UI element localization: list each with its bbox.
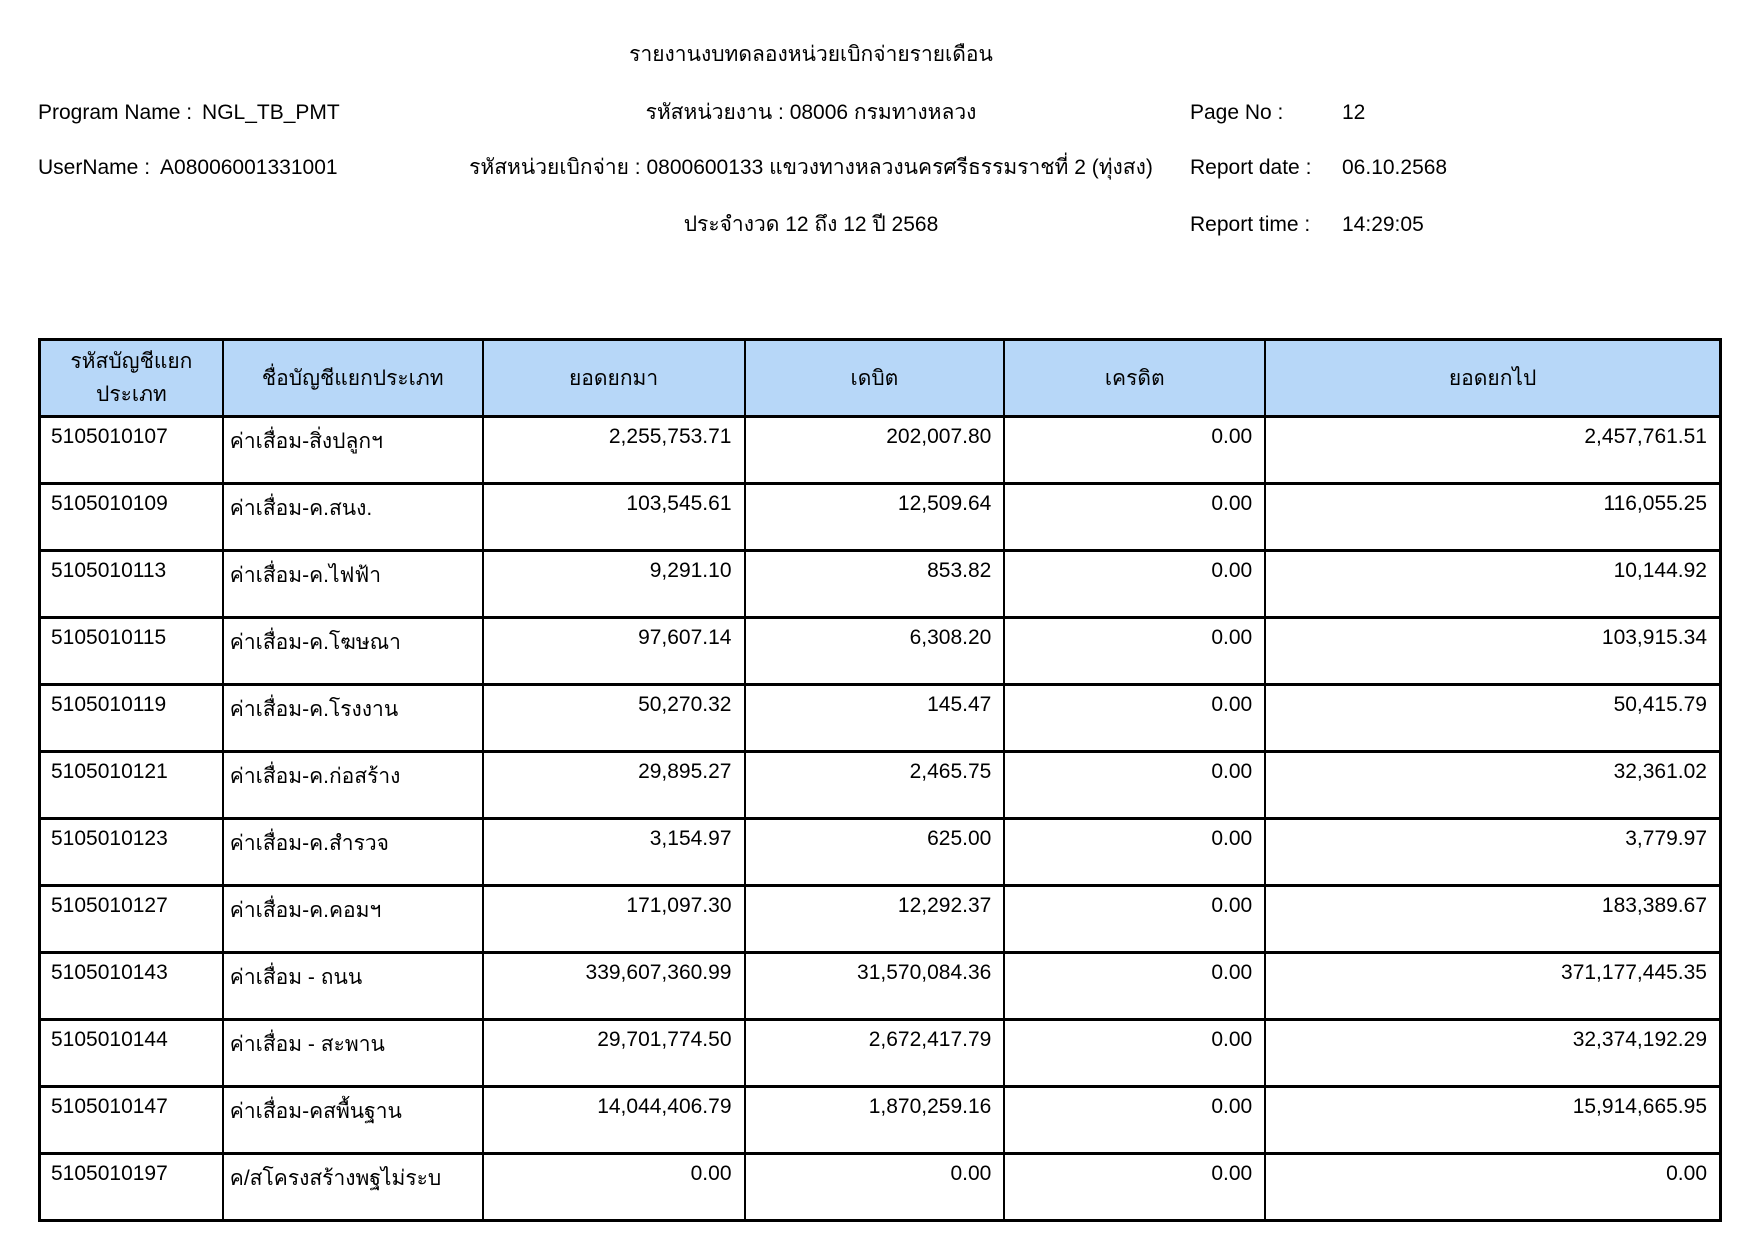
cell-account-code: 5105010119 — [40, 685, 223, 752]
column-header-credit: เครดิต — [1004, 340, 1265, 417]
cell-account-name: ค่าเสื่อม-ค.ก่อสร้าง — [223, 752, 483, 819]
cell-carry-forward-out: 3,779.97 — [1265, 819, 1720, 886]
cell-carry-forward-in: 29,701,774.50 — [483, 1020, 745, 1087]
cell-debit: 6,308.20 — [745, 618, 1005, 685]
cell-account-name: ค่าเสื่อม-ค.โฆษณา — [223, 618, 483, 685]
table-row — [40, 1020, 1721, 1087]
cell-account-name: ค่าเสื่อม-ค.สนง. — [223, 484, 483, 551]
program-name-value: NGL_TB_PMT — [202, 101, 340, 124]
table-row — [40, 1154, 1721, 1221]
table-row — [40, 685, 1721, 752]
cell-account-code: 5105010143 — [40, 953, 223, 1020]
cell-debit: 1,870,259.16 — [745, 1087, 1005, 1154]
table-row — [40, 953, 1721, 1020]
cell-carry-forward-out: 371,177,445.35 — [1265, 953, 1720, 1020]
cell-account-name: ค/สโครงสร้างพฐไม่ระบ — [223, 1154, 483, 1221]
cell-credit: 0.00 — [1004, 1020, 1265, 1087]
page-no-label: Page No : — [1190, 101, 1284, 124]
cell-account-code: 5105010109 — [40, 484, 223, 551]
cell-debit: 853.82 — [745, 551, 1005, 618]
cell-carry-forward-out: 50,415.79 — [1265, 685, 1720, 752]
cell-account-code: 5105010197 — [40, 1154, 223, 1221]
cell-credit: 0.00 — [1004, 886, 1265, 953]
cell-carry-forward-out: 116,055.25 — [1265, 484, 1720, 551]
cell-account-name: ค่าเสื่อม-ค.โรงงาน — [223, 685, 483, 752]
username-value: A08006001331001 — [160, 156, 338, 179]
cell-carry-forward-in: 14,044,406.79 — [483, 1087, 745, 1154]
column-header-account-code: รหัสบัญชีแยกประเภท — [40, 340, 223, 417]
cell-debit: 145.47 — [745, 685, 1005, 752]
table-row — [40, 417, 1721, 484]
cell-carry-forward-in: 171,097.30 — [483, 886, 745, 953]
cell-credit: 0.00 — [1004, 752, 1265, 819]
cell-carry-forward-out: 0.00 — [1265, 1154, 1720, 1221]
cell-carry-forward-in: 29,895.27 — [483, 752, 745, 819]
cell-debit: 625.00 — [745, 819, 1005, 886]
cell-account-code: 5105010113 — [40, 551, 223, 618]
cell-debit: 2,672,417.79 — [745, 1020, 1005, 1087]
period-line: ประจำงวด 12 ถึง 12 ปี 2568 — [683, 213, 939, 236]
cell-debit: 202,007.80 — [745, 417, 1005, 484]
column-header-debit: เดบิต — [745, 340, 1005, 417]
cell-account-name: ค่าเสื่อม-สิ่งปลูกฯ — [223, 417, 483, 484]
trial-balance-table — [38, 338, 1722, 1222]
table-row — [40, 618, 1721, 685]
table-row — [40, 886, 1721, 953]
column-header-carry-forward-in: ยอดยกมา — [483, 340, 745, 417]
cell-credit: 0.00 — [1004, 819, 1265, 886]
table-row — [40, 484, 1721, 551]
cell-account-name: ค่าเสื่อม - สะพาน — [223, 1020, 483, 1087]
cell-carry-forward-in: 2,255,753.71 — [483, 417, 745, 484]
program-name-label: Program Name : — [38, 101, 193, 124]
cell-carry-forward-out: 103,915.34 — [1265, 618, 1720, 685]
cell-account-name: ค่าเสื่อม-คสพื้นฐาน — [223, 1087, 483, 1154]
cell-credit: 0.00 — [1004, 1087, 1265, 1154]
cell-account-code: 5105010107 — [40, 417, 223, 484]
cell-debit: 12,509.64 — [745, 484, 1005, 551]
cell-debit: 12,292.37 — [745, 886, 1005, 953]
cell-carry-forward-in: 9,291.10 — [483, 551, 745, 618]
cell-credit: 0.00 — [1004, 484, 1265, 551]
cell-account-name: ค่าเสื่อม-ค.ไฟฟ้า — [223, 551, 483, 618]
cell-account-code: 5105010144 — [40, 1020, 223, 1087]
disbursement-unit-line: รหัสหน่วยเบิกจ่าย : 0800600133 แขวงทางหลวงนครศรีธรรมราชที่ 2 (ทุ่งสง) — [469, 156, 1153, 179]
column-header-carry-forward-out: ยอดยกไป — [1265, 340, 1720, 417]
cell-account-name: ค่าเสื่อม-ค.คอมฯ — [223, 886, 483, 953]
cell-account-code: 5105010121 — [40, 752, 223, 819]
report-date-value: 06.10.2568 — [1342, 156, 1448, 179]
cell-carry-forward-in: 50,270.32 — [483, 685, 745, 752]
cell-carry-forward-in: 3,154.97 — [483, 819, 745, 886]
cell-account-code: 5105010147 — [40, 1087, 223, 1154]
agency-code-line: รหัสหน่วยงาน : 08006 กรมทางหลวง — [645, 101, 977, 124]
cell-carry-forward-in: 97,607.14 — [483, 618, 745, 685]
cell-account-name: ค่าเสื่อม-ค.สำรวจ — [223, 819, 483, 886]
cell-credit: 0.00 — [1004, 618, 1265, 685]
cell-carry-forward-out: 32,361.02 — [1265, 752, 1720, 819]
report-time-label: Report time : — [1190, 213, 1311, 236]
cell-account-code: 5105010123 — [40, 819, 223, 886]
cell-carry-forward-out: 10,144.92 — [1265, 551, 1720, 618]
report-date-label: Report date : — [1190, 156, 1312, 179]
report-time-value: 14:29:05 — [1342, 213, 1424, 236]
table-row — [40, 819, 1721, 886]
cell-carry-forward-out: 15,914,665.95 — [1265, 1087, 1720, 1154]
table-body — [40, 417, 1721, 1221]
cell-credit: 0.00 — [1004, 1154, 1265, 1221]
cell-credit: 0.00 — [1004, 551, 1265, 618]
cell-carry-forward-in: 339,607,360.99 — [483, 953, 745, 1020]
page-no-value: 12 — [1342, 101, 1366, 124]
cell-carry-forward-in: 0.00 — [483, 1154, 745, 1221]
cell-carry-forward-out: 183,389.67 — [1265, 886, 1720, 953]
cell-credit: 0.00 — [1004, 953, 1265, 1020]
cell-debit: 31,570,084.36 — [745, 953, 1005, 1020]
cell-carry-forward-in: 103,545.61 — [483, 484, 745, 551]
cell-account-code: 5105010127 — [40, 886, 223, 953]
table-row — [40, 752, 1721, 819]
table-row — [40, 1087, 1721, 1154]
cell-carry-forward-out: 2,457,761.51 — [1265, 417, 1720, 484]
table-header-row — [40, 340, 1721, 417]
cell-debit: 0.00 — [745, 1154, 1005, 1221]
cell-credit: 0.00 — [1004, 685, 1265, 752]
column-header-account-name: ชื่อบัญชีแยกประเภท — [223, 340, 483, 417]
cell-account-name: ค่าเสื่อม - ถนน — [223, 953, 483, 1020]
username-label: UserName : — [38, 156, 151, 179]
report-title: รายงานงบทดลองหน่วยเบิกจ่ายรายเดือน — [629, 43, 993, 66]
cell-account-code: 5105010115 — [40, 618, 223, 685]
table-row — [40, 551, 1721, 618]
cell-credit: 0.00 — [1004, 417, 1265, 484]
cell-carry-forward-out: 32,374,192.29 — [1265, 1020, 1720, 1087]
cell-debit: 2,465.75 — [745, 752, 1005, 819]
